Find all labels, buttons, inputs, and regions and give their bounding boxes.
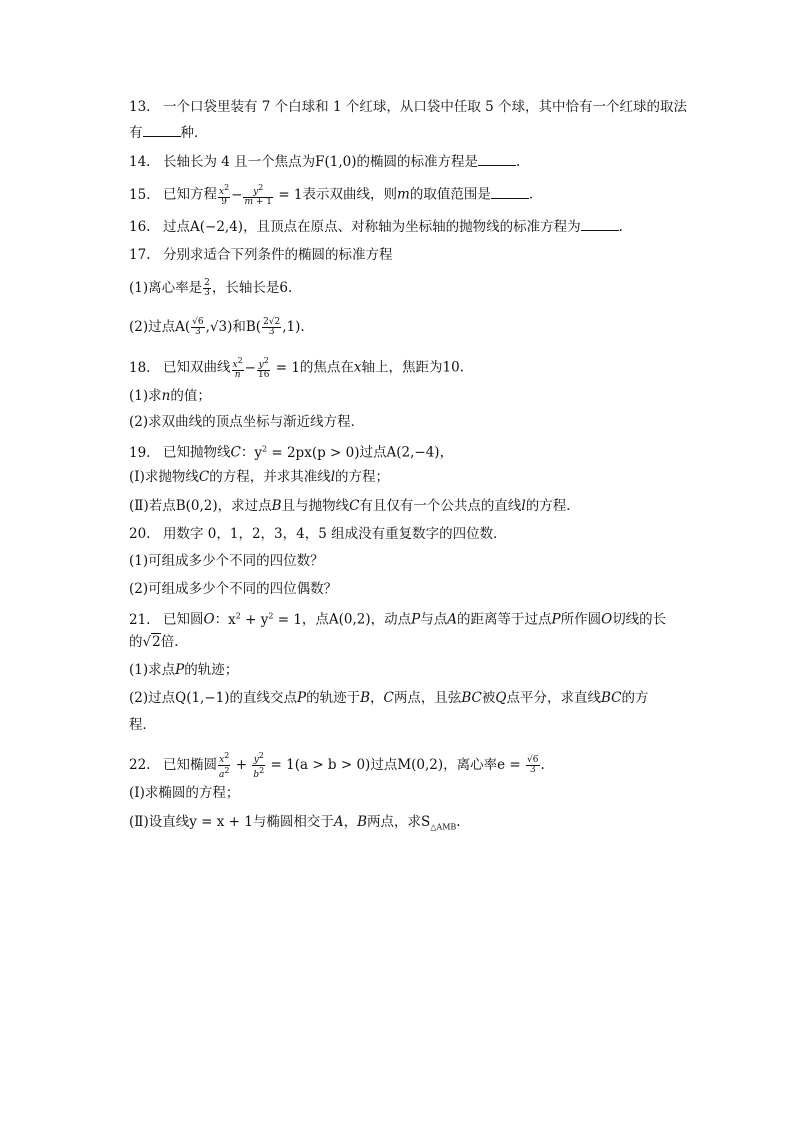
question-text: 长轴长为 4 且一个焦点为 [163, 154, 316, 170]
question-text: ，且顶点在原点、对称轴为坐标轴的抛物线的标准方程为 [243, 219, 581, 235]
variable: O [203, 611, 215, 628]
question-text: . [300, 319, 305, 335]
question-22 [129, 751, 545, 780]
math-expression: S [421, 814, 431, 830]
question-text: 的距离等于过点 [457, 611, 552, 628]
math-subscript: △AMB [430, 822, 457, 832]
question-text: (Ⅰ)求椭圆的方程； [129, 785, 240, 801]
question-19-part2 [129, 497, 580, 515]
question-22-part1 [129, 784, 239, 802]
variable: x [353, 359, 362, 376]
question-15 [129, 183, 533, 207]
question-number: 16. [129, 219, 151, 235]
question-13-line2 [129, 124, 208, 142]
variable: A [333, 814, 344, 830]
question-text: 两点，求 [367, 814, 422, 830]
question-text: 切线的长 [612, 611, 667, 628]
answer-blank[interactable] [581, 218, 619, 231]
math-expression: 6. [279, 280, 293, 296]
answer-blank[interactable] [143, 124, 181, 137]
question-19 [129, 440, 453, 462]
question-text: 的值； [170, 388, 211, 404]
question-text: (Ⅰ)求抛物线 [129, 469, 199, 485]
question-text: 的方程． [525, 498, 580, 514]
question-20-part2 [129, 580, 337, 598]
question-text: (2)可组成多少个不同的四位偶数？ [129, 581, 338, 597]
question-18-part2 [129, 413, 364, 431]
question-16 [129, 218, 623, 236]
question-text: (1)求 [129, 388, 162, 404]
ellipse-equation: $\frac{x^2}{a^2}$ + $\frac{y^2}{b^2}$ = 1(a > b > 0) [219, 751, 371, 780]
question-text: 的方 [621, 690, 649, 706]
question-text: 的直线交点 [229, 690, 298, 706]
eccentricity-value: e = $\frac{√6}{3}$ . [497, 755, 545, 775]
sqrt-two: √2 [142, 634, 161, 650]
question-text: ： [240, 444, 255, 461]
question-number: 18. [129, 359, 151, 376]
question-text: 已知抛物线 [163, 444, 231, 461]
question-text: 过点 [370, 757, 398, 773]
question-17-part2 [129, 318, 305, 337]
question-21-part2-line2 [129, 716, 156, 734]
question-text: 有 [129, 125, 143, 141]
math-expression: A(2,−4) [386, 444, 440, 461]
question-18 [129, 356, 464, 380]
question-number: 14. [129, 154, 151, 170]
question-text: ， [439, 444, 454, 461]
question-text: 种． [180, 125, 208, 141]
variable: C [349, 498, 360, 514]
variable: P [551, 611, 561, 628]
question-13 [129, 98, 687, 116]
question-text: ： [214, 611, 229, 628]
question-17 [129, 246, 393, 264]
question-17-part1 [129, 279, 292, 298]
question-text: 的取值范围是 [409, 186, 491, 203]
variable: C [383, 690, 394, 706]
variable: P [175, 662, 185, 678]
variable: l [521, 498, 526, 514]
question-text: 已知双曲线 [163, 359, 231, 376]
question-text: 与点 [420, 611, 448, 628]
question-text: 一个口袋里装有 7 个白球和 1 个红球，从口袋中任取 5 个球，其中恰有一个红球的取法 [163, 99, 688, 115]
variable: Q [495, 690, 507, 706]
math-expression: 10. [442, 359, 465, 376]
hyperbola-equation: $\frac{x^2}{n}$ − $\frac{y^2}{16}$ = 1 [232, 356, 300, 380]
question-number: 20. [129, 526, 151, 542]
question-text: 的轨迹于 [306, 690, 361, 706]
question-text: ，长轴长是 [211, 280, 280, 296]
question-text: ，求过点 [217, 498, 272, 514]
question-text: (Ⅱ)设直线 [129, 814, 190, 830]
question-text: 的方程； [335, 469, 390, 485]
parabola-equation: $y^2 = 2px(p > 0)$ [254, 444, 360, 461]
variable: n [161, 388, 171, 404]
question-text: 的 [129, 634, 143, 650]
question-text: 和 [232, 319, 246, 335]
question-number: 19. [129, 444, 151, 461]
question-text: . [528, 186, 534, 203]
question-20 [129, 525, 507, 543]
variable: P [411, 611, 421, 628]
point-b: B( $\frac{2√2}{3}$ ,1) [245, 317, 301, 337]
question-number: 22. [129, 757, 151, 773]
question-text: 被 [481, 690, 496, 706]
question-text: 的方程，并求其准线 [209, 469, 331, 485]
question-text: . [618, 219, 623, 235]
question-text: (1)求点 [129, 662, 176, 678]
question-text: (1)可组成多少个不同的四位数？ [129, 553, 324, 569]
question-text: 且与抛物线 [281, 498, 350, 514]
question-text: (2)过点 [129, 690, 176, 706]
math-expression: M(0,2) [397, 757, 444, 773]
math-expression: Q(1,−1) [175, 690, 230, 706]
question-text: 用数字 0，1，2，3，4，5 组成没有重复数字的四位数． [163, 526, 507, 542]
answer-blank[interactable] [491, 186, 529, 199]
question-text: 过点 [163, 219, 190, 235]
question-21 [129, 607, 666, 629]
question-text: 已知椭圆 [163, 757, 217, 773]
question-text: (2)求双曲线的顶点坐标与渐近线方程． [129, 414, 365, 430]
question-text: ，点 [301, 611, 329, 628]
question-text: 与椭圆相交于 [252, 814, 334, 830]
math-expression: A(0,2) [328, 611, 371, 628]
question-text: 分别求适合下列条件的椭圆的标准方程 [163, 247, 393, 263]
question-number: 17. [129, 247, 151, 263]
question-21-line2 [129, 633, 188, 651]
math-expression: F(1,0) [315, 154, 357, 170]
circle-equation: $x^2 + y^2 = 1$ [228, 611, 302, 628]
question-text: 程． [129, 717, 156, 733]
question-text: 所作圆 [560, 611, 602, 628]
question-number: 15. [129, 186, 151, 203]
question-text: (2)过点 [129, 319, 176, 335]
question-text: . [456, 814, 461, 830]
math-expression: y = x + 1 [189, 814, 253, 830]
question-text: 过点 [359, 444, 387, 461]
question-21-part1 [129, 661, 238, 679]
question-20-part1 [129, 552, 324, 570]
question-text: (1)离心率是 [129, 280, 203, 296]
question-text: ，离心率 [443, 757, 498, 773]
question-text: ， [370, 690, 384, 706]
question-text: . [516, 154, 521, 170]
variable: m [397, 186, 410, 203]
question-text: 点平分，求直线 [506, 690, 601, 706]
point-a: A( $\frac{√6}{3}$ ,√3) [175, 317, 233, 337]
variable: P [297, 690, 307, 706]
math-expression: B(0,2) [175, 498, 218, 514]
question-number: 13. [129, 99, 151, 115]
variable: B [360, 690, 371, 706]
question-text: 表示双曲线，则 [302, 186, 398, 203]
fraction: $\frac{2}{3}$ [204, 278, 210, 298]
question-text: 已知圆 [163, 611, 204, 628]
question-19-part1 [129, 468, 389, 486]
question-number: 21. [129, 611, 151, 628]
variable: O [601, 611, 613, 628]
question-text: 有且仅有一个公共点的直线 [359, 498, 522, 514]
question-text: 两点，且弦 [393, 690, 462, 706]
variable: C [230, 444, 241, 461]
question-text: 的焦点在 [299, 359, 354, 376]
question-14 [129, 153, 520, 171]
question-text: 的轨迹； [184, 662, 239, 678]
variable: l [330, 469, 336, 485]
question-text: (Ⅱ)若点 [129, 498, 176, 514]
hyperbola-equation: $\frac{x^2}{9}$ − $\frac{y^2}{m + 1}$ = 1 [219, 183, 303, 207]
question-18-part1 [129, 387, 211, 405]
question-text: 的椭圆的标准方程是 [356, 154, 479, 170]
variable: BC [461, 690, 482, 706]
question-text: 倍． [160, 634, 188, 650]
question-text: 已知方程 [163, 186, 217, 203]
variable: B [357, 814, 368, 830]
question-21-part2 [129, 689, 648, 707]
math-expression: A(−2,4) [190, 219, 244, 235]
variable: BC [600, 690, 622, 706]
question-22-part2 [129, 813, 461, 837]
question-text: 轴上，焦距为 [361, 359, 443, 376]
answer-blank[interactable] [478, 153, 516, 166]
question-text: ， [343, 814, 358, 830]
question-text: ，动点 [370, 611, 412, 628]
variable: B [271, 498, 282, 514]
variable: C [198, 469, 210, 485]
variable: A [447, 611, 458, 628]
